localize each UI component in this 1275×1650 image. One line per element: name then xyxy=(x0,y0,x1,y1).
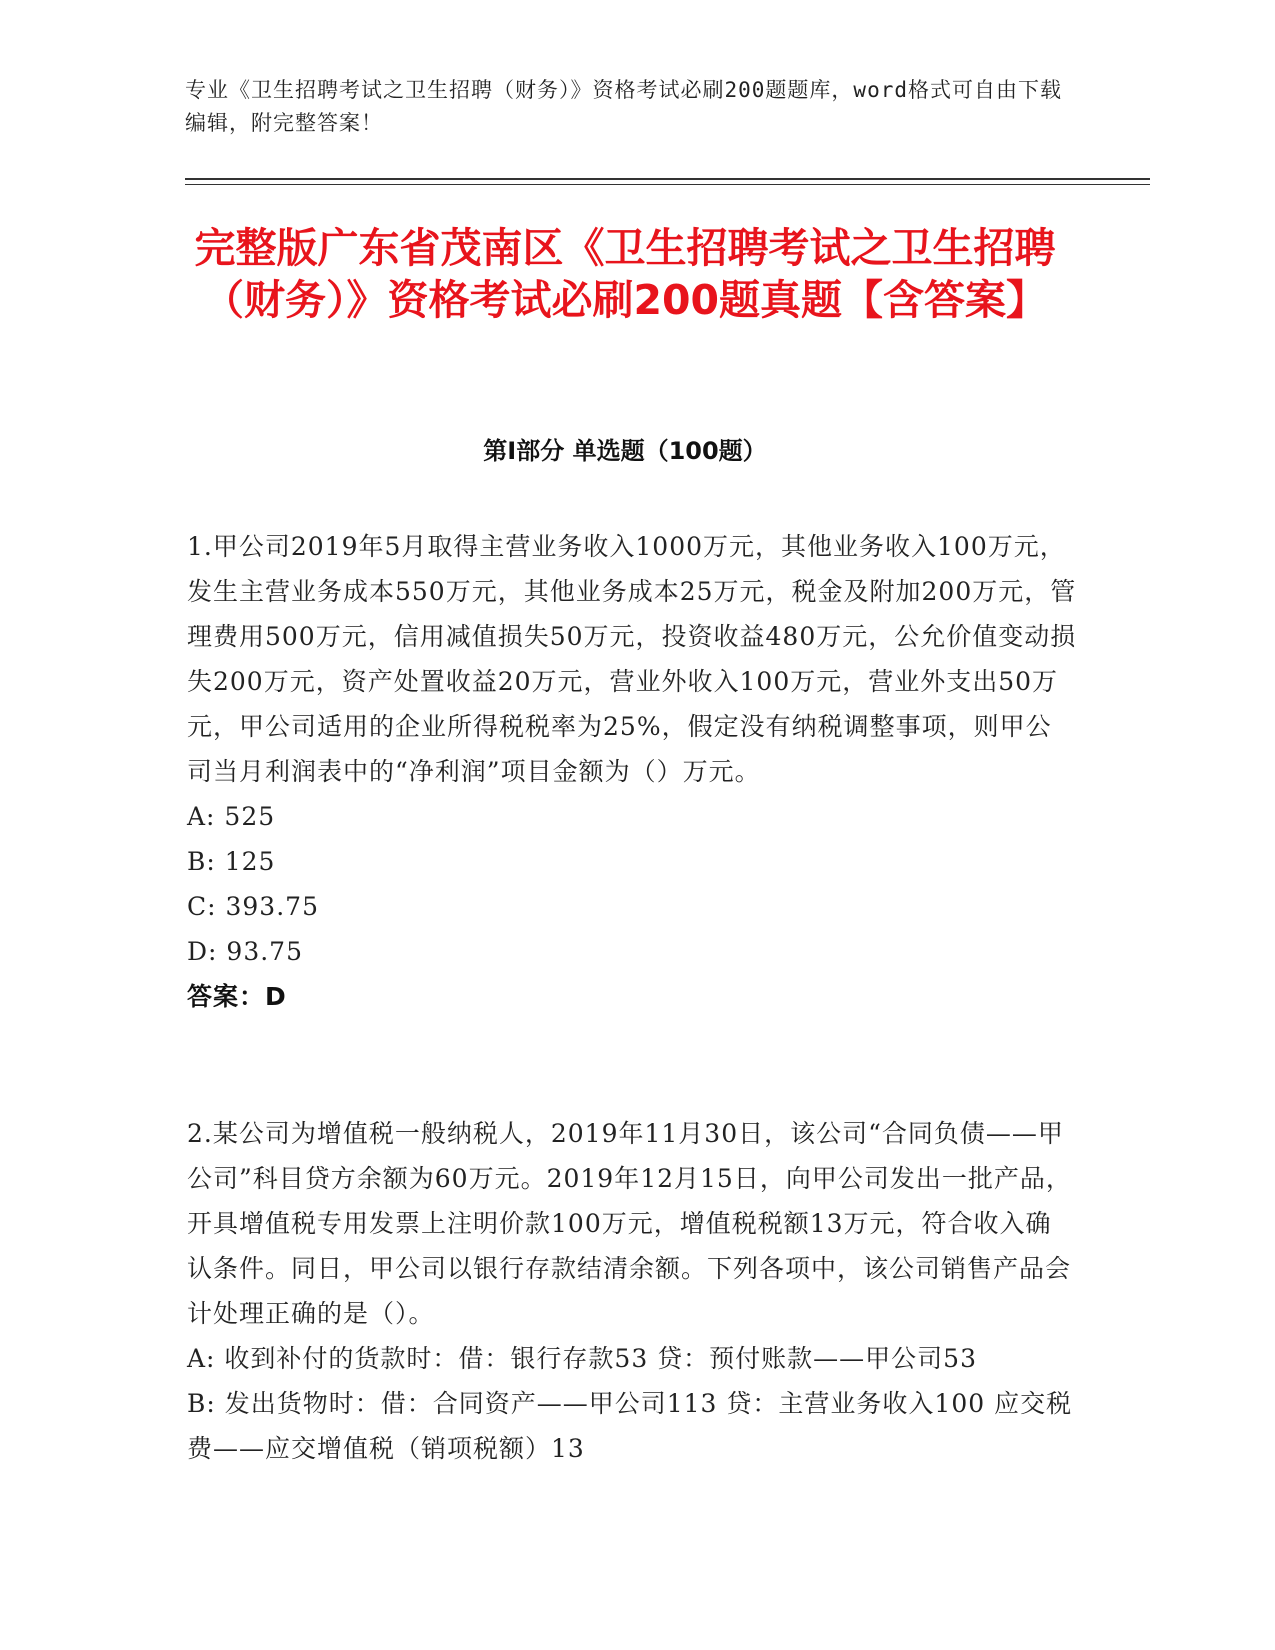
header-note: 专业《卫生招聘考试之卫生招聘（财务）》资格考试必刷200题题库，word格式可自由下载编辑，附完整答案！ xyxy=(185,78,1062,135)
header-divider-thick xyxy=(185,178,1150,180)
header-divider-thin xyxy=(185,184,1150,185)
option-a: A: 收到补付的货款时：借：银行存款53 贷：预付账款——甲公司53 xyxy=(187,1344,977,1373)
question-stem: 2.某公司为增值税一般纳税人，2019年11月30日，该公司“合同负债——甲公司”科目贷方余额为60万元。2019年12月15日，向甲公司发出一批产品，开具增值税专用发票上注明价款100万元，增值税税额13万元，符合收入确认条件。同日，甲公司以银行存款结清余额。下列各项中，该公司销售产品会计处理正确的是（）。 xyxy=(187,1119,1072,1328)
option-d: D: 93.75 xyxy=(187,937,303,966)
question-stem: 1.甲公司2019年5月取得主营业务收入1000万元，其他业务收入100万元，发生主营业务成本550万元，其他业务成本25万元，税金及附加200万元，管理费用500万元，信用减值损失50万元，投资收益480万元，公允价值变动损失200万元，资产处置收益20万元，营业外收入100万元，营业外支出50万元，甲公司适用的企业所得税税率为25%，假定没有纳税调整事项，则甲公司当月利润表中的“净利润”项目金额为（）万元。 xyxy=(187,532,1077,786)
answer: 答案：D xyxy=(187,982,287,1011)
question-1 xyxy=(187,524,1077,1019)
option-b: B: 发出货物时：借：合同资产——甲公司113 贷：主营业务收入100 应交税费——应交增值税（销项税额）13 xyxy=(187,1389,1073,1463)
section-title: 第I部分 单选题（100题） xyxy=(483,437,767,465)
option-b: B: 125 xyxy=(187,847,276,876)
question-2 xyxy=(187,1111,1077,1471)
document-title: 完整版广东省茂南区《卫生招聘考试之卫生招聘（财务）》资格考试必刷200题真题【含答案】 xyxy=(194,224,1056,324)
option-a: A: 525 xyxy=(187,802,276,831)
option-c: C: 393.75 xyxy=(187,892,319,921)
